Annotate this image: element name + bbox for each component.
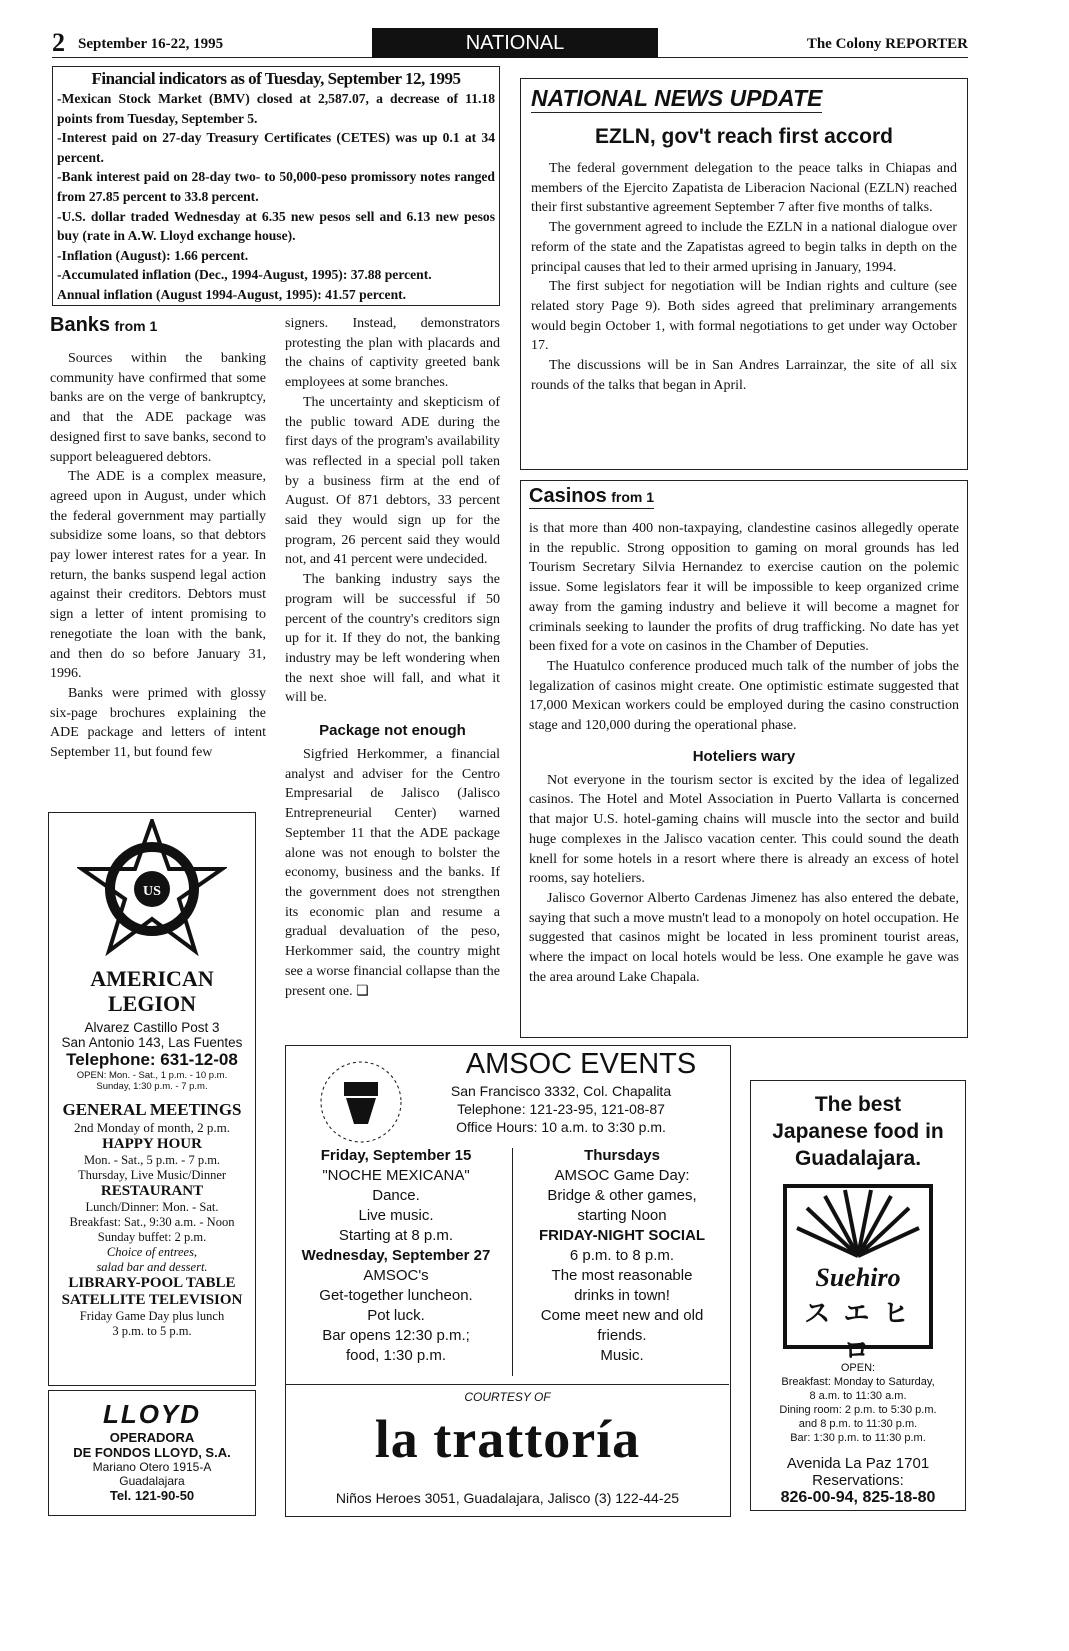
article-paragraph: signers. Instead, demonstrators protesting the plan with placards and the chains of captivity greeted bank employees at some branches.	[285, 316, 500, 391]
legion-restaurant: RESTAURANT	[100, 1183, 204, 1199]
suehiro-logo-box	[783, 1184, 933, 1365]
amsoc-address: San Francisco 3332, Col. Chapalita	[450, 1083, 672, 1099]
financial-item: -Mexican Stock Market (BMV) closed at 2,587.07, a decrease of 11.18 points from Tuesday, September 5.	[57, 91, 495, 126]
amsoc-event-line: AMSOC Game Day:	[554, 1167, 690, 1184]
american-legion-ad	[48, 812, 256, 1386]
amsoc-event-line: Music.	[600, 1347, 644, 1364]
article-paragraph: Sources within the banking community have confirmed that some banks are on the verge of bankruptcy, and that the ADE package was designed first to save banks, second to support beleaguered debtors.	[50, 351, 266, 465]
hours-line: and 8 p.m. to 11:30 p.m.	[798, 1418, 918, 1430]
legion-rest-4: Choice of entrees,	[106, 1245, 198, 1259]
article-paragraph: The banking industry says the program will be successful if 50 percent of the country's creditors sign up for it. If they do not, the banking industry may be left wondering when the next shoe will fall, and what it will be.	[285, 572, 500, 706]
casinos-article-box	[520, 480, 968, 1038]
suehiro-tagline: The best Japanese food in Guadalajara.	[772, 1093, 944, 1170]
sunburst-icon	[787, 1188, 929, 1258]
open-label: OPEN:	[840, 1362, 876, 1374]
issue-date: September 16-22, 1995	[78, 36, 224, 52]
paper-name: The Colony REPORTER	[806, 36, 968, 52]
national-news-box	[520, 78, 968, 470]
article-paragraph: Not everyone in the tourism sector is excited by the idea of legalized casinos. The Hotel and Motel Association in Puerto Vallarta is concerned that major U.S. hotel-gaming chains will muscle into the sector and build huge complexes in the Jalisco vacation center. This could sound the death knell for some hotels in a resort where there is already an excess of hotel rooms, say hoteliers.	[529, 772, 959, 887]
lloyd-ad	[48, 1390, 256, 1516]
banks-article-col1	[50, 314, 266, 763]
legion-rest-2: Breakfast: Sat., 9:30 a.m. - Noon	[69, 1215, 235, 1229]
page-header	[52, 28, 968, 58]
suehiro-phones: 826-00-94, 825-18-80	[780, 1489, 936, 1506]
article-paragraph: is that more than 400 non-taxpaying, clandestine casinos allegedly operate in the republic. Strong opposition to gaming on moral grounds has led Tourism Secretary Silvia Hernandez to exercise caution on the polemic issue. Some legislators fear it will be impossible to keep organized crime away from the gaming industry and believe it will become a magnet for criminals seeking to launder the profits of drug trafficking. No date has yet been fixed for a vote on casinos in the Chamber of Deputies.	[529, 521, 959, 655]
legion-name-1: AMERICAN	[90, 966, 214, 991]
legion-post: Alvarez Castillo Post 3	[84, 1020, 220, 1035]
courtesy-label: COURTESY OF	[464, 1390, 551, 1404]
amsoc-event-line: Come meet new and old	[540, 1307, 704, 1324]
article-paragraph: The discussions will be in San Andres Larrainzar, the site of all six rounds of the talks that began in April.	[531, 358, 957, 393]
section-banner: NATIONAL	[372, 28, 658, 58]
amsoc-hours: Office Hours: 10 a.m. to 3:30 p.m.	[456, 1119, 666, 1135]
hours-line: Bar: 1:30 p.m. to 11:30 p.m.	[790, 1432, 926, 1444]
suehiro-ad	[750, 1080, 966, 1511]
legion-pool: LIBRARY-POOL TABLE	[68, 1275, 236, 1291]
legion-phone: Telephone: 631-12-08	[66, 1050, 238, 1069]
news-kicker: NATIONAL NEWS UPDATE	[531, 85, 823, 111]
amsoc-event-line: Pot luck.	[367, 1307, 425, 1324]
legion-tv: SATELLITE TELEVISION	[61, 1292, 243, 1308]
amsoc-event-line: FRIDAY-NIGHT SOCIAL	[538, 1227, 706, 1244]
amsoc-event-line: AMSOC's	[363, 1267, 429, 1284]
suehiro-hours	[751, 1361, 965, 1445]
amsoc-title: AMSOC EVENTS	[465, 1048, 697, 1080]
banks-jump: from 1	[114, 318, 158, 334]
news-headline: EZLN, gov't reach first accord	[595, 125, 893, 148]
article-paragraph: The first subject for negotiation will be Indian rights and culture (see related story Page 9). Both sides agreed that preliminary arrangements would begin October 1, with formal negotiations to get under way October 17.	[531, 279, 957, 354]
article-paragraph: The government agreed to include the EZLN in a national dialogue over reform of the state and the Zapatistas agreed to begin talks in depth on the principal causes that led to their armed uprising in January, 1994.	[531, 220, 957, 275]
banks-subhead: Package not enough	[319, 722, 466, 740]
amsoc-event-line: Wednesday, September 27	[301, 1247, 491, 1264]
financial-title: Financial indicators as of Tuesday, September 12, 1995	[91, 69, 461, 88]
amsoc-event-line: food, 1:30 p.m.	[345, 1347, 447, 1364]
legion-rest-5: salad bar and dessert.	[96, 1260, 208, 1274]
svg-text:US: US	[143, 884, 161, 899]
financial-item: -U.S. dollar traded Wednesday at 6.35 new pesos sell and 6.13 new pesos buy (rate in A.W. Lloyd exchange house).	[57, 208, 495, 244]
casinos-subhead: Hoteliers wary	[692, 747, 796, 765]
amsoc-event-line: "NOCHE MEXICANA"	[322, 1167, 470, 1184]
financial-item: -Bank interest paid on 28-day two- to 50,000-peso promissory notes ranged from 27.85 percent to 33.8 percent.	[57, 169, 495, 204]
amsoc-event-line: Bar opens 12:30 p.m.;	[322, 1327, 470, 1344]
hours-line: Breakfast: Monday to Saturday,	[781, 1376, 935, 1388]
legion-happy-1: Mon. - Sat., 5 p.m. - 7 p.m.	[83, 1153, 221, 1167]
financial-item: Annual inflation (August 1994-August, 1995): 41.57 percent.	[57, 286, 407, 302]
article-paragraph: The ADE is a complex measure, agreed upon in August, under which the federal government may partially subsidize some loans, so that debtors pay lower interest rates for a year. In return, the banks suspend legal action against their creditors. Debtors must sign a letter of intent promising to renegotiate the loan with the bank, and then do so before January 31, 1996.	[50, 469, 266, 682]
amsoc-event-line: friends.	[597, 1327, 647, 1344]
amsoc-event-line: Thursdays	[584, 1147, 660, 1164]
article-paragraph: Sigfried Herkommer, a financial analyst and adviser for the Centro Empresarial de Jalisco (Jalisco Entrepreneurial Center) warned September 11 that the ADE package alone was not enough to bolster the economy, business and the banks. If the government does not strengthen its economic plan and resume a gradual devaluation of the peso, Herkommer said, the country might see a worse financial collapse than the present one. ❏	[285, 747, 500, 999]
lloyd-line-1: OPERADORA	[109, 1430, 195, 1445]
amsoc-event-line: starting Noon	[577, 1207, 667, 1224]
japanese-characters: ス エ ヒ ロ	[804, 1298, 912, 1365]
legion-name-2: LEGION	[107, 991, 197, 1016]
legion-hours: OPEN: Mon. - Sat., 1 p.m. - 10 p.m.	[76, 1070, 228, 1081]
amsoc-event-line: drinks in town!	[574, 1287, 670, 1304]
banks-article-col2	[285, 314, 500, 1001]
article-paragraph: The uncertainty and skepticism of the public toward ADE during the first days of the program's availability was reflected in a special poll taken by a business firm at the end of August. Of 871 debtors, 33 percent said they would sign up for the program, 26 percent said they would not, and 41 percent were undecided.	[285, 394, 500, 568]
amsoc-event-line: The most reasonable	[551, 1267, 693, 1284]
amsoc-event-line: Friday, September 15	[320, 1147, 472, 1164]
legion-hours-sunday: Sunday, 1:30 p.m. - 7 p.m.	[96, 1081, 208, 1092]
amsoc-events-ad	[285, 1045, 731, 1517]
lloyd-logo: LLOYD	[102, 1399, 202, 1429]
suehiro-logo: Suehiro	[815, 1263, 901, 1292]
financial-item: -Interest paid on 27-day Treasury Certificates (CETES) was up 0.1 at 34 percent.	[57, 130, 495, 165]
amsoc-event-line: Bridge & other games,	[547, 1187, 697, 1204]
hours-line: Dining room: 2 p.m. to 5:30 p.m.	[779, 1404, 937, 1416]
amsoc-contact	[426, 1082, 696, 1136]
casinos-jump: from 1	[611, 489, 655, 505]
legion-meetings-detail: 2nd Monday of month, 2 p.m.	[74, 1120, 230, 1135]
page-number: 2	[52, 28, 65, 57]
trattoria-address: Niños Heroes 3051, Guadalajara, Jalisco (3) 122-44-25	[335, 1490, 680, 1506]
legion-rest-1: Lunch/Dinner: Mon. - Sat.	[85, 1200, 219, 1214]
lloyd-phone: Tel. 121-90-50	[109, 1488, 195, 1503]
amsoc-event-line: Live music.	[358, 1207, 434, 1224]
banks-title: Banks	[50, 314, 111, 336]
legion-game-1: Friday Game Day plus lunch	[79, 1309, 225, 1323]
legion-rest-3: Sunday buffet: 2 p.m.	[97, 1230, 207, 1244]
suehiro-address: Avenida La Paz 1701	[786, 1455, 930, 1472]
amsoc-event-line: Starting at 8 p.m.	[338, 1227, 454, 1244]
hours-line: 8 a.m. to 11:30 a.m.	[809, 1390, 907, 1402]
suehiro-reservations-label: Reservations:	[812, 1472, 904, 1489]
financial-indicators-box	[52, 66, 500, 306]
legion-happy-2: Thursday, Live Music/Dinner	[77, 1168, 227, 1182]
article-paragraph: The Huatulco conference produced much talk of the number of jobs the legalization of casinos might create. One optimistic estimate suggested that 17,000 Mexican workers could be employed during the casino construction stage and 120,000 during the operational phase.	[529, 658, 959, 734]
casinos-title: Casinos	[529, 485, 607, 507]
column-divider	[512, 1148, 513, 1376]
legion-meetings: GENERAL MEETINGS	[62, 1100, 242, 1119]
financial-item: -Inflation (August): 1.66 percent.	[57, 247, 249, 263]
american-society-seal-icon	[306, 1054, 416, 1149]
lloyd-address-2: Guadalajara	[119, 1474, 185, 1488]
american-legion-emblem-icon	[77, 819, 227, 959]
article-paragraph: Jalisco Governor Alberto Cardenas Jimenez has also entered the debate, saying that such a move mustn't lead to a monopoly on hotel occupation. He suggested that casinos might be located in less prominent tourist areas, where the impact on local hotels would be less. One example he gave was the area around Lake Chapala.	[529, 890, 959, 985]
trattoria-logo: la trattoría	[374, 1409, 641, 1469]
lloyd-line-2: DE FONDOS LLOYD, S.A.	[73, 1445, 231, 1460]
article-paragraph: Banks were primed with glossy six-page brochures explaining the ADE package and letters of intent September 11, but found few	[50, 685, 266, 761]
legion-game-2: 3 p.m. to 5 p.m.	[112, 1324, 192, 1338]
article-paragraph: The federal government delegation to the peace talks in Chiapas and members of the Ejercito Zapatista de Liberacion Nacional (EZLN) reached their first substantive agreement September 7 after five months of talks.	[531, 161, 957, 216]
legion-happy-hour: HAPPY HOUR	[102, 1136, 202, 1152]
lloyd-address-1: Mariano Otero 1915-A	[92, 1460, 212, 1474]
amsoc-event-line: 6 p.m. to 8 p.m.	[569, 1247, 675, 1264]
amsoc-event-line: Get-together luncheon.	[319, 1287, 473, 1304]
divider	[286, 1384, 729, 1385]
amsoc-event-line: Dance.	[372, 1187, 420, 1204]
legion-address: San Antonio 143, Las Fuentes	[61, 1035, 243, 1050]
financial-item: -Accumulated inflation (Dec., 1994-August, 1995): 37.88 percent.	[57, 267, 432, 283]
amsoc-phone: Telephone: 121-23-95, 121-08-87	[457, 1101, 665, 1117]
